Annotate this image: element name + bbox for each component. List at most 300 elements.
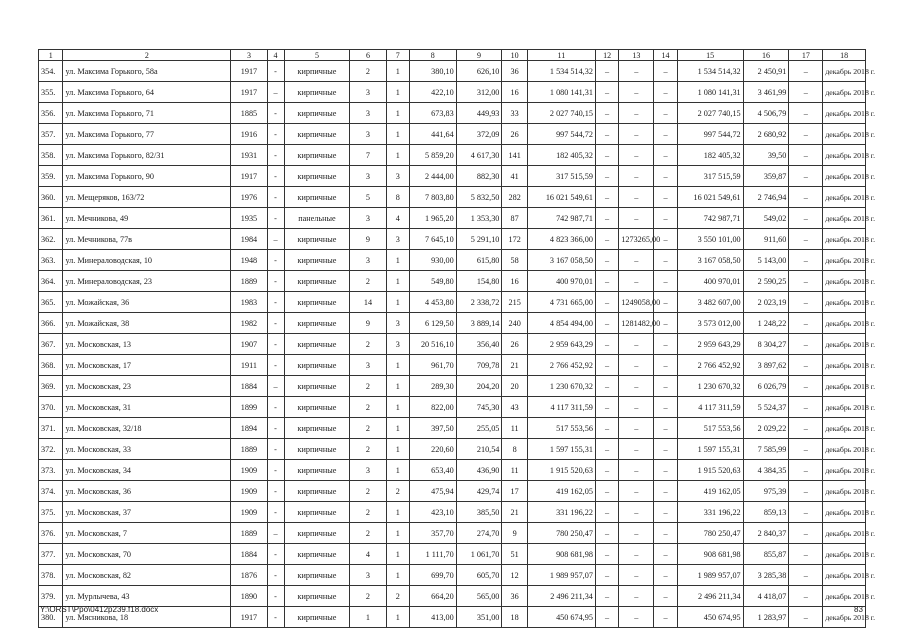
cell-col-14: – <box>654 502 677 523</box>
cell-col-17: – <box>789 481 823 502</box>
cell-col-12: – <box>595 313 618 334</box>
cell-col-17: – <box>789 334 823 355</box>
cell-col-17: – <box>789 124 823 145</box>
cell-address: ул. Московская, 13 <box>63 334 231 355</box>
cell-col-13: 1281482,00 <box>619 313 654 334</box>
cell-floors: 2 <box>350 502 386 523</box>
cell-regional-fund-cost: 419 162,05 <box>677 481 743 502</box>
cell-regional-fund-cost: 400 970,01 <box>677 271 743 292</box>
cell-entrances: 1 <box>386 418 409 439</box>
cell-cost-per-sqm: 2 840,37 <box>743 523 789 544</box>
cell-total-cost: 908 681,98 <box>527 544 595 565</box>
cell-regional-fund-cost: 1 915 520,63 <box>677 460 743 481</box>
table-row <box>39 481 866 502</box>
table-row <box>39 565 866 586</box>
cell-col-17: – <box>789 565 823 586</box>
cell-address: ул. Московская, 17 <box>63 355 231 376</box>
cell-col-13: – <box>619 523 654 544</box>
cell-living-area: 882,30 <box>456 166 502 187</box>
cell-wall-material: кирпичные <box>284 397 350 418</box>
cell-total-area: 1 965,20 <box>409 208 456 229</box>
cell-col-12: – <box>595 607 618 628</box>
cell-col-4: – <box>267 82 284 103</box>
column-number-header: 14 <box>654 50 677 61</box>
cell-address: ул. Можайская, 38 <box>63 313 231 334</box>
cell-residents: 21 <box>502 355 528 376</box>
cell-total-area: 6 129,50 <box>409 313 456 334</box>
cell-row-number: 364. <box>39 271 63 292</box>
cell-row-number: 365. <box>39 292 63 313</box>
cell-total-cost: 317 515,59 <box>527 166 595 187</box>
cell-address: ул. Московская, 82 <box>63 565 231 586</box>
table-row <box>39 145 866 166</box>
cell-col-12: – <box>595 229 618 250</box>
cell-col-14: – <box>654 460 677 481</box>
column-number-header: 18 <box>823 50 866 61</box>
cell-entrances: 2 <box>386 586 409 607</box>
column-number-header: 16 <box>743 50 789 61</box>
cell-year-built: 1894 <box>231 418 267 439</box>
cell-residents: 26 <box>502 334 528 355</box>
cell-floors: 14 <box>350 292 386 313</box>
column-number-header: 2 <box>63 50 231 61</box>
cell-floors: 1 <box>350 607 386 628</box>
cell-col-14: – <box>654 565 677 586</box>
cell-col-13: – <box>619 82 654 103</box>
cell-wall-material: кирпичные <box>284 187 350 208</box>
cell-completion-date: декабрь 2018 г. <box>823 334 866 355</box>
cell-col-14: – <box>654 544 677 565</box>
column-number-header: 12 <box>595 50 618 61</box>
cell-col-14: – <box>654 145 677 166</box>
cell-col-13: – <box>619 334 654 355</box>
cell-col-14: – <box>654 586 677 607</box>
cell-col-13: – <box>619 166 654 187</box>
cell-year-built: 1983 <box>231 292 267 313</box>
cell-col-14: – <box>654 229 677 250</box>
table-row <box>39 250 866 271</box>
cell-col-4: - <box>267 271 284 292</box>
cell-address: ул. Московская, 32/18 <box>63 418 231 439</box>
table-row <box>39 313 866 334</box>
cell-wall-material: кирпичные <box>284 145 350 166</box>
cell-col-13: – <box>619 187 654 208</box>
cell-cost-per-sqm: 3 285,38 <box>743 565 789 586</box>
cell-address: ул. Минераловодская, 10 <box>63 250 231 271</box>
cell-entrances: 1 <box>386 439 409 460</box>
cell-completion-date: декабрь 2018 г. <box>823 103 866 124</box>
cell-address: ул. Максима Горького, 64 <box>63 82 231 103</box>
cell-floors: 3 <box>350 166 386 187</box>
cell-wall-material: кирпичные <box>284 124 350 145</box>
cell-entrances: 3 <box>386 229 409 250</box>
cell-total-cost: 2 766 452,92 <box>527 355 595 376</box>
cell-col-4: – <box>267 229 284 250</box>
table-row <box>39 292 866 313</box>
cell-col-4: - <box>267 124 284 145</box>
cell-col-12: – <box>595 502 618 523</box>
cell-address: ул. Максима Горького, 90 <box>63 166 231 187</box>
cell-total-area: 930,00 <box>409 250 456 271</box>
cell-col-12: – <box>595 397 618 418</box>
cell-cost-per-sqm: 39,50 <box>743 145 789 166</box>
cell-col-4: - <box>267 586 284 607</box>
cell-living-area: 1 353,30 <box>456 208 502 229</box>
cell-regional-fund-cost: 3 550 101,00 <box>677 229 743 250</box>
cell-residents: 9 <box>502 523 528 544</box>
cell-regional-fund-cost: 317 515,59 <box>677 166 743 187</box>
cell-total-cost: 1 597 155,31 <box>527 439 595 460</box>
cell-total-cost: 2 496 211,34 <box>527 586 595 607</box>
cell-col-4: - <box>267 313 284 334</box>
cell-year-built: 1911 <box>231 355 267 376</box>
cell-address: ул. Максима Горького, 58а <box>63 61 231 82</box>
cell-wall-material: кирпичные <box>284 523 350 544</box>
cell-total-cost: 780 250,47 <box>527 523 595 544</box>
cell-col-12: – <box>595 565 618 586</box>
cell-residents: 20 <box>502 376 528 397</box>
cell-address: ул. Мурлычева, 43 <box>63 586 231 607</box>
column-number-header: 9 <box>456 50 502 61</box>
cell-entrances: 1 <box>386 250 409 271</box>
column-number-header: 11 <box>527 50 595 61</box>
cell-col-4: - <box>267 565 284 586</box>
cell-col-12: – <box>595 418 618 439</box>
cell-living-area: 210,54 <box>456 439 502 460</box>
cell-total-cost: 3 167 058,50 <box>527 250 595 271</box>
cell-living-area: 605,70 <box>456 565 502 586</box>
cell-total-cost: 1 080 141,31 <box>527 82 595 103</box>
cell-year-built: 1976 <box>231 187 267 208</box>
cell-address: ул. Московская, 33 <box>63 439 231 460</box>
cell-cost-per-sqm: 5 524,37 <box>743 397 789 418</box>
cell-col-17: – <box>789 61 823 82</box>
cell-living-area: 385,50 <box>456 502 502 523</box>
cell-wall-material: кирпичные <box>284 502 350 523</box>
cell-completion-date: декабрь 2018 г. <box>823 355 866 376</box>
cell-floors: 2 <box>350 397 386 418</box>
cell-year-built: 1899 <box>231 397 267 418</box>
cell-row-number: 366. <box>39 313 63 334</box>
table-row <box>39 103 866 124</box>
cell-col-4: - <box>267 208 284 229</box>
cell-year-built: 1948 <box>231 250 267 271</box>
cell-col-14: – <box>654 397 677 418</box>
cell-wall-material: кирпичные <box>284 376 350 397</box>
cell-address: ул. Минераловодская, 23 <box>63 271 231 292</box>
cell-year-built: 1889 <box>231 271 267 292</box>
cell-col-14: – <box>654 166 677 187</box>
cell-address: ул. Максима Горького, 71 <box>63 103 231 124</box>
cell-total-cost: 4 854 494,00 <box>527 313 595 334</box>
cell-regional-fund-cost: 3 167 058,50 <box>677 250 743 271</box>
cell-cost-per-sqm: 4 384,35 <box>743 460 789 481</box>
cell-wall-material: кирпичные <box>284 271 350 292</box>
cell-residents: 33 <box>502 103 528 124</box>
table-row <box>39 586 866 607</box>
cell-living-area: 709,78 <box>456 355 502 376</box>
cell-entrances: 1 <box>386 523 409 544</box>
cell-completion-date: декабрь 2018 г. <box>823 502 866 523</box>
cell-wall-material: кирпичные <box>284 418 350 439</box>
cell-address: ул. Московская, 31 <box>63 397 231 418</box>
cell-cost-per-sqm: 859,13 <box>743 502 789 523</box>
cell-col-12: – <box>595 82 618 103</box>
cell-total-area: 397,50 <box>409 418 456 439</box>
cell-col-17: – <box>789 586 823 607</box>
cell-col-12: – <box>595 187 618 208</box>
cell-cost-per-sqm: 2 023,19 <box>743 292 789 313</box>
cell-col-12: – <box>595 376 618 397</box>
cell-row-number: 369. <box>39 376 63 397</box>
cell-year-built: 1885 <box>231 103 267 124</box>
cell-year-built: 1917 <box>231 166 267 187</box>
cell-cost-per-sqm: 359,87 <box>743 166 789 187</box>
cell-col-12: – <box>595 292 618 313</box>
cell-completion-date: декабрь 2018 г. <box>823 607 866 628</box>
column-number-header: 3 <box>231 50 267 61</box>
column-number-header: 4 <box>267 50 284 61</box>
cell-living-area: 255,05 <box>456 418 502 439</box>
cell-wall-material: кирпичные <box>284 586 350 607</box>
cell-residents: 26 <box>502 124 528 145</box>
cell-col-4: - <box>267 481 284 502</box>
cell-entrances: 8 <box>386 187 409 208</box>
cell-residents: 11 <box>502 418 528 439</box>
cell-residents: 8 <box>502 439 528 460</box>
cell-year-built: 1916 <box>231 124 267 145</box>
cell-col-17: – <box>789 250 823 271</box>
cell-completion-date: декабрь 2018 г. <box>823 61 866 82</box>
cell-total-area: 413,00 <box>409 607 456 628</box>
cell-col-14: – <box>654 334 677 355</box>
cell-residents: 87 <box>502 208 528 229</box>
cell-col-13: – <box>619 418 654 439</box>
cell-living-area: 429,74 <box>456 481 502 502</box>
cell-row-number: 367. <box>39 334 63 355</box>
cell-cost-per-sqm: 4 506,79 <box>743 103 789 124</box>
cell-completion-date: декабрь 2018 г. <box>823 418 866 439</box>
cell-living-area: 274,70 <box>456 523 502 544</box>
cell-col-13: 1249058,00 <box>619 292 654 313</box>
cell-col-4: – <box>267 523 284 544</box>
cell-residents: 12 <box>502 565 528 586</box>
cell-floors: 4 <box>350 544 386 565</box>
cell-entrances: 2 <box>386 481 409 502</box>
cell-col-14: – <box>654 292 677 313</box>
cell-wall-material: кирпичные <box>284 103 350 124</box>
cell-floors: 2 <box>350 439 386 460</box>
cell-col-13: – <box>619 250 654 271</box>
cell-living-area: 3 889,14 <box>456 313 502 334</box>
cell-total-area: 422,10 <box>409 82 456 103</box>
cell-row-number: 356. <box>39 103 63 124</box>
cell-total-cost: 4 117 311,59 <box>527 397 595 418</box>
cell-cost-per-sqm: 2 680,92 <box>743 124 789 145</box>
cell-wall-material: кирпичные <box>284 313 350 334</box>
cell-col-17: – <box>789 502 823 523</box>
cell-wall-material: кирпичные <box>284 166 350 187</box>
cell-col-4: - <box>267 103 284 124</box>
cell-floors: 3 <box>350 250 386 271</box>
cell-col-17: – <box>789 376 823 397</box>
cell-regional-fund-cost: 517 553,56 <box>677 418 743 439</box>
cell-floors: 3 <box>350 208 386 229</box>
cell-col-14: – <box>654 82 677 103</box>
cell-col-13: 1273265,00 <box>619 229 654 250</box>
cell-cost-per-sqm: 1 283,97 <box>743 607 789 628</box>
table-row <box>39 229 866 250</box>
cell-year-built: 1909 <box>231 502 267 523</box>
cell-living-area: 615,80 <box>456 250 502 271</box>
table-row <box>39 502 866 523</box>
cell-col-14: – <box>654 607 677 628</box>
cell-total-area: 7 645,10 <box>409 229 456 250</box>
cell-col-4: - <box>267 334 284 355</box>
cell-cost-per-sqm: 549,02 <box>743 208 789 229</box>
cell-col-17: – <box>789 271 823 292</box>
table-row <box>39 439 866 460</box>
cell-residents: 141 <box>502 145 528 166</box>
cell-address: ул. Максима Горького, 82/31 <box>63 145 231 166</box>
cell-col-12: – <box>595 61 618 82</box>
cell-col-13: – <box>619 502 654 523</box>
cell-row-number: 360. <box>39 187 63 208</box>
table-row <box>39 544 866 565</box>
cell-floors: 2 <box>350 523 386 544</box>
column-number-header: 7 <box>386 50 409 61</box>
cell-col-14: – <box>654 61 677 82</box>
cell-year-built: 1917 <box>231 82 267 103</box>
cell-completion-date: декабрь 2018 г. <box>823 313 866 334</box>
cell-wall-material: панельные <box>284 208 350 229</box>
cell-col-13: – <box>619 565 654 586</box>
cell-living-area: 204,20 <box>456 376 502 397</box>
cell-row-number: 371. <box>39 418 63 439</box>
cell-col-4: - <box>267 397 284 418</box>
cell-total-cost: 182 405,32 <box>527 145 595 166</box>
cell-wall-material: кирпичные <box>284 481 350 502</box>
cell-col-17: – <box>789 439 823 460</box>
cell-year-built: 1982 <box>231 313 267 334</box>
cell-completion-date: декабрь 2018 г. <box>823 82 866 103</box>
cell-cost-per-sqm: 855,87 <box>743 544 789 565</box>
cell-living-area: 372,09 <box>456 124 502 145</box>
cell-col-4: - <box>267 418 284 439</box>
cell-total-cost: 1 534 514,32 <box>527 61 595 82</box>
cell-cost-per-sqm: 2 590,25 <box>743 271 789 292</box>
cell-residents: 58 <box>502 250 528 271</box>
cell-col-4: - <box>267 544 284 565</box>
cell-completion-date: декабрь 2018 г. <box>823 229 866 250</box>
cell-total-area: 7 803,80 <box>409 187 456 208</box>
cell-living-area: 312,00 <box>456 82 502 103</box>
cell-wall-material: кирпичные <box>284 439 350 460</box>
cell-col-14: – <box>654 250 677 271</box>
column-number-header: 10 <box>502 50 528 61</box>
cell-total-area: 289,30 <box>409 376 456 397</box>
cell-floors: 3 <box>350 124 386 145</box>
cell-col-12: – <box>595 439 618 460</box>
cell-col-12: – <box>595 166 618 187</box>
cell-address: ул. Московская, 37 <box>63 502 231 523</box>
cell-total-area: 475,94 <box>409 481 456 502</box>
table-row <box>39 166 866 187</box>
cell-floors: 3 <box>350 460 386 481</box>
cell-total-cost: 419 162,05 <box>527 481 595 502</box>
column-number-header: 8 <box>409 50 456 61</box>
cell-total-area: 357,70 <box>409 523 456 544</box>
cell-year-built: 1889 <box>231 439 267 460</box>
column-number-header: 15 <box>677 50 743 61</box>
cell-wall-material: кирпичные <box>284 229 350 250</box>
cell-residents: 41 <box>502 166 528 187</box>
cell-living-area: 5 832,50 <box>456 187 502 208</box>
cell-regional-fund-cost: 742 987,71 <box>677 208 743 229</box>
cell-floors: 3 <box>350 565 386 586</box>
cell-completion-date: декабрь 2018 г. <box>823 145 866 166</box>
cell-total-cost: 400 970,01 <box>527 271 595 292</box>
cell-completion-date: декабрь 2018 г. <box>823 481 866 502</box>
cell-completion-date: декабрь 2018 г. <box>823 271 866 292</box>
cell-total-cost: 1 989 957,07 <box>527 565 595 586</box>
register-table <box>38 49 876 628</box>
cell-address: ул. Мясникова, 18 <box>63 607 231 628</box>
cell-entrances: 1 <box>386 103 409 124</box>
cell-cost-per-sqm: 2 450,91 <box>743 61 789 82</box>
cell-col-17: – <box>789 397 823 418</box>
cell-address: ул. Московская, 70 <box>63 544 231 565</box>
cell-total-cost: 16 021 549,61 <box>527 187 595 208</box>
cell-year-built: 1917 <box>231 61 267 82</box>
cell-col-17: – <box>789 418 823 439</box>
cell-row-number: 376. <box>39 523 63 544</box>
cell-row-number: 368. <box>39 355 63 376</box>
cell-col-14: – <box>654 187 677 208</box>
cell-floors: 2 <box>350 271 386 292</box>
cell-total-area: 5 859,20 <box>409 145 456 166</box>
cell-col-13: – <box>619 607 654 628</box>
cell-wall-material: кирпичные <box>284 355 350 376</box>
cell-row-number: 354. <box>39 61 63 82</box>
cell-col-17: – <box>789 544 823 565</box>
cell-col-4: - <box>267 292 284 313</box>
cell-col-14: – <box>654 355 677 376</box>
cell-col-13: – <box>619 397 654 418</box>
table-row <box>39 460 866 481</box>
cell-col-13: – <box>619 376 654 397</box>
cell-floors: 3 <box>350 103 386 124</box>
cell-total-cost: 997 544,72 <box>527 124 595 145</box>
cell-address: ул. Максима Горького, 77 <box>63 124 231 145</box>
cell-col-13: – <box>619 544 654 565</box>
cell-col-17: – <box>789 229 823 250</box>
cell-floors: 3 <box>350 82 386 103</box>
cell-col-12: – <box>595 544 618 565</box>
cell-floors: 5 <box>350 187 386 208</box>
cell-cost-per-sqm: 1 248,22 <box>743 313 789 334</box>
table-row <box>39 397 866 418</box>
cell-cost-per-sqm: 911,60 <box>743 229 789 250</box>
cell-regional-fund-cost: 450 674,95 <box>677 607 743 628</box>
column-number-header: 17 <box>789 50 823 61</box>
cell-address: ул. Мечникова, 49 <box>63 208 231 229</box>
cell-regional-fund-cost: 182 405,32 <box>677 145 743 166</box>
cell-col-14: – <box>654 313 677 334</box>
table-row <box>39 523 866 544</box>
cell-col-13: – <box>619 124 654 145</box>
cell-total-area: 441,64 <box>409 124 456 145</box>
